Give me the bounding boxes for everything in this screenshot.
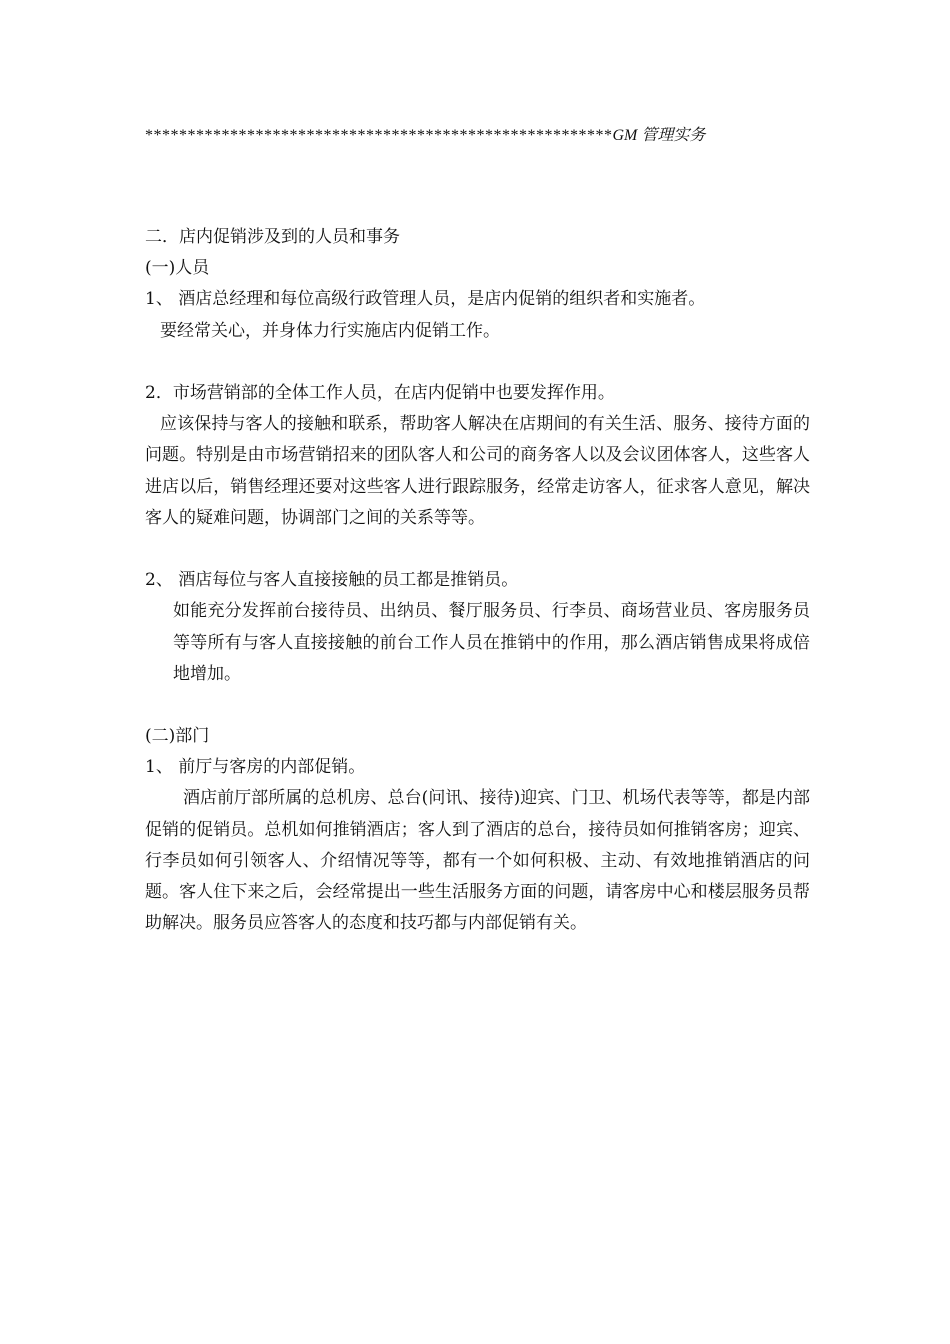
personnel-item3-body: 如能充分发挥前台接待员、出纳员、餐厅服务员、行李员、商场营业员、客房服务员等等所有与客人直接接触的前台工作人员在推销中的作用，那么酒店销售成果将成倍地增加。 [173,601,810,684]
personnel-item1-title: 1、 酒店总经理和每位高级行政管理人员，是店内促销的组织者和实施者。 [145,289,706,310]
personnel-heading: (一)人员 [145,258,210,279]
spacer [145,534,810,565]
header-brand: GM 管理实务 [612,127,706,144]
departments-item1-body: 酒店前厅部所属的总机房、总台(问讯、接待)迎宾、门卫、机场代表等等，都是内部促销的促销员。总机如何推销酒店；客人到了酒店的总台，接待员如何推销客房；迎宾、行李员如何引领客人、介绍情况等等，都有一个如何积极、主动、有效地推销酒店的问题。客人住下来之后，会经常提出一些生活服务方面的问题，请客房中心和楼层服务员帮助解决。服务员应答客人的态度和技巧都与内部促销有关。 [145,788,810,934]
personnel-item2-body: 应该保持与客人的接触和联系，帮助客人解决在店期间的有关生活、服务、接待方面的问题。特别是由市场营销招来的团队客人和公司的商务客人以及会议团体客人，这些客人进店以后，销售经理还要对这些客人进行跟踪服务，经常走访客人，征求客人意见，解决客人的疑难问题，协调部门之间的关系等等。 [145,414,810,528]
document-body [145,222,810,940]
section-title: 二．店内促销涉及到的人员和事务 [145,227,400,247]
departments-heading: (二)部门 [145,726,210,747]
personnel-item3-title: 2、 酒店每位与客人直接接触的员工都是推销员。 [145,570,519,591]
spacer [145,690,810,721]
header-stars: ******************************************************* [145,127,613,144]
personnel-item2-title: 2．市场营销部的全体工作人员，在店内促销中也要发挥作用。 [145,382,615,403]
spacer [145,347,810,378]
departments-item1-title: 1、 前厅与客房的内部促销。 [145,757,366,778]
personnel-item1-body: 要经常关心，并身体力行实施店内促销工作。 [160,320,500,341]
running-header [145,124,805,148]
